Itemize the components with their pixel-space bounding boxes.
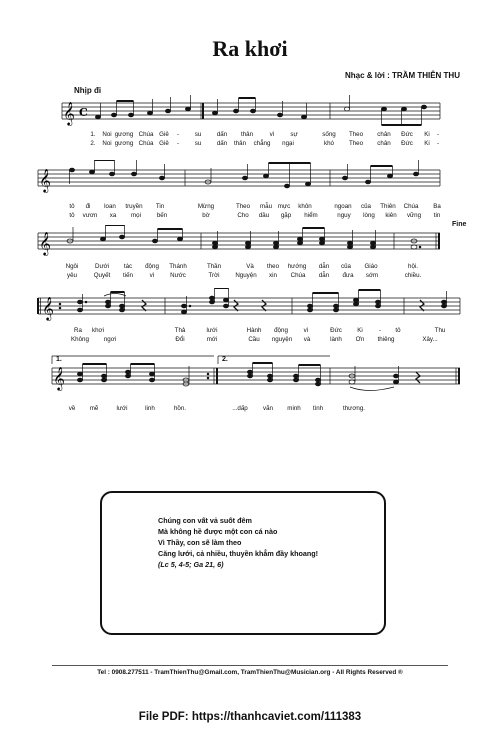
lyric-syllable: mẽ [89, 405, 99, 412]
pdf-link[interactable]: File PDF: https://thanhcaviet.com/111383 [138, 711, 362, 723]
volta-first-ending: 1. [56, 356, 62, 363]
song-title: Ra khơi [212, 36, 288, 61]
lyric-syllable: tô [395, 327, 401, 334]
lyric-syllable: thương. [343, 405, 365, 412]
lyric-syllable: và [303, 336, 311, 343]
lyric-syllable: xin [269, 272, 277, 279]
lyric-syllable: - [378, 327, 382, 334]
scripture-reference: (Lc 5, 4-5; Ga 21, 6) [158, 560, 224, 569]
lyric-syllable: tình [312, 405, 324, 412]
lyric-syllable: Ơn [355, 336, 365, 343]
lyric-syllable: 2. [90, 140, 96, 147]
lyric-syllable: ...dấp [232, 405, 248, 412]
lyric-syllable: sớm [365, 272, 379, 279]
lyric-syllable: Đức [401, 131, 413, 138]
lyric-line-3a [0, 262, 500, 271]
lyric-syllable: vững [406, 212, 422, 219]
lyric-syllable: Theo [348, 140, 364, 147]
lyric-syllable: nguy [337, 212, 351, 219]
lyric-syllable: chân [377, 131, 391, 138]
lyric-syllable: sống [322, 131, 336, 138]
lyric-syllable: dấn [216, 131, 228, 138]
scripture-poem [158, 515, 318, 570]
lyric-syllable: su [194, 140, 202, 147]
lyric-syllable: khó [324, 140, 334, 147]
lyric-syllable: đưa [342, 272, 354, 279]
fine-marking: Fine [452, 221, 467, 228]
lyric-syllable: Cho [237, 212, 249, 219]
lyric-syllable: Hành [246, 327, 262, 334]
lyric-syllable: Tin [155, 203, 165, 210]
footer-divider [52, 665, 448, 666]
staff-2 [0, 160, 500, 200]
lyric-syllable: động [145, 263, 159, 270]
lyric-syllable: Xây... [422, 336, 438, 343]
lyric-syllable: của [341, 263, 351, 270]
lyric-syllable: Thiên [380, 203, 396, 210]
lyric-line-2b [0, 211, 500, 220]
treble-clef: 𝄞 [42, 296, 54, 320]
lyric-syllable: Ba [433, 203, 441, 210]
lyric-syllable: truyền [125, 203, 143, 210]
common-time: C [79, 106, 88, 119]
lyric-syllable: hội. [408, 263, 418, 270]
lyric-syllable: dầu [258, 212, 270, 219]
lyric-syllable: nguyện [271, 336, 293, 343]
lyric-syllable: dấn [216, 140, 228, 147]
lyric-syllable: hồn. [173, 405, 187, 412]
lyric-line-3b [0, 271, 500, 280]
lyric-syllable: yêu [67, 272, 77, 279]
lyric-syllable: loan [104, 203, 116, 210]
lyric-syllable: Quyết [93, 272, 111, 279]
lyric-syllable: mẫu [259, 203, 273, 210]
lyric-syllable: linh [145, 405, 155, 412]
lyric-syllable: Giê [159, 131, 169, 138]
lyric-syllable: vì [303, 327, 309, 334]
lyric-syllable: lưới [206, 327, 218, 334]
lyric-syllable: Và [246, 263, 254, 270]
lyric-syllable: minh [287, 405, 301, 412]
lyric-syllable: hướng [287, 263, 307, 270]
lyric-syllable: bờ [202, 212, 210, 219]
lyric-syllable: 1. [90, 131, 96, 138]
lyric-syllable: vươn [82, 212, 98, 219]
footer-contact: Tel : 0908.277511 - TramThienThu@Gmail.com, TramThienThu@Musician.org - All Rights Reserved ® [97, 669, 403, 676]
lyric-syllable: chân [377, 140, 391, 147]
lyric-syllable: - [436, 131, 440, 138]
lyric-syllable: về [68, 405, 76, 412]
lyric-syllable: ngoan [334, 203, 352, 210]
lyric-syllable: mọi [131, 212, 141, 219]
lyric-syllable: kiên [385, 212, 397, 219]
lyric-syllable: mới [206, 336, 218, 343]
lyric-syllable: Đức [401, 140, 413, 147]
lyric-syllable: sự [290, 131, 298, 138]
lyric-syllable: chẳng [253, 140, 271, 147]
lyric-syllable: Giê [159, 140, 169, 147]
lyric-syllable: tô [69, 203, 75, 210]
lyric-syllable: Ngôi [65, 263, 79, 270]
lyric-syllable: ngại [282, 140, 294, 147]
composer-credit: Nhạc & lời : TRẦM THIÊN THU [344, 71, 460, 80]
lyric-syllable: Theo [235, 203, 251, 210]
lyric-syllable: Chúa [138, 140, 154, 147]
lyric-syllable: hiểm [304, 212, 318, 219]
lyric-syllable: lưới [116, 405, 128, 412]
poem-line-2: Mà không hề được một con cá nào [158, 527, 278, 536]
lyric-syllable: vãn [263, 405, 273, 412]
lyric-syllable: Noi [102, 131, 112, 138]
staff-1 [0, 95, 500, 135]
lyric-line-5 [0, 404, 500, 413]
lyric-line-1b [0, 139, 500, 148]
lyric-syllable: Trời [208, 272, 220, 279]
lyric-syllable: Thả [174, 327, 186, 334]
lyric-syllable: Dưới [94, 263, 110, 270]
lyric-syllable: - [176, 140, 180, 147]
lyric-syllable: theo [266, 263, 280, 270]
lyric-syllable: Ki [357, 327, 363, 334]
lyric-syllable: tiến [123, 272, 133, 279]
lyric-syllable: Đức [330, 327, 342, 334]
treble-clef: 𝄞 [39, 168, 51, 192]
lyric-line-4a [0, 326, 500, 335]
lyric-syllable: dẫn [318, 272, 330, 279]
lyric-line-4b [0, 335, 500, 344]
lyric-syllable: lòng [363, 212, 375, 219]
lyric-syllable: - [436, 140, 440, 147]
lyric-syllable: ngơi [103, 336, 117, 343]
lyric-syllable: xa [109, 212, 117, 219]
lyric-syllable: tô [69, 212, 75, 219]
volta-second-ending: 2. [222, 356, 228, 363]
poem-line-4: Căng lưới, cả nhiều, thuyền khẳm đầy khoang! [158, 549, 319, 558]
lyric-syllable: Ki [424, 140, 430, 147]
lyric-syllable: Chúa [138, 131, 154, 138]
lyric-syllable: Thần [206, 263, 222, 270]
lyric-syllable: Noi [102, 140, 112, 147]
lyric-syllable: Nguyện [235, 272, 257, 279]
lyric-line-1a [0, 130, 500, 139]
lyric-syllable: của [361, 203, 371, 210]
lyric-syllable: Thu [434, 327, 446, 334]
lyric-syllable: gương [114, 131, 134, 138]
lyric-syllable: khôn [298, 203, 312, 210]
staff-5 [0, 352, 500, 398]
lyric-syllable: su [194, 131, 202, 138]
lyric-syllable: - [176, 131, 180, 138]
lyric-syllable: Cầu [248, 336, 260, 343]
lyric-syllable: khơi [92, 327, 104, 334]
lyric-syllable: vì [269, 131, 275, 138]
lyric-syllable: lành [330, 336, 342, 343]
lyric-syllable: Theo [348, 131, 364, 138]
lyric-syllable: tác [123, 263, 133, 270]
lyric-syllable: gặp [280, 212, 292, 219]
lyric-syllable: bến [156, 212, 168, 219]
lyric-syllable: Ra [74, 327, 82, 334]
lyric-syllable: Mừng [197, 203, 215, 210]
lyric-syllable: Chúa [290, 272, 306, 279]
lyric-syllable: Ki [424, 131, 430, 138]
lyric-line-2a [0, 202, 500, 211]
lyric-syllable: Thánh [169, 263, 187, 270]
treble-clef: 𝄞 [63, 101, 75, 125]
lyric-syllable: động [274, 327, 288, 334]
lyric-syllable: Chúa [403, 203, 419, 210]
lyric-syllable: vì [149, 272, 155, 279]
lyric-syllable: thân [240, 131, 254, 138]
poem-line-3: Vì Thầy, con sẽ làm theo [158, 538, 242, 547]
treble-clef: 𝄞 [39, 231, 51, 255]
lyric-syllable: mực [277, 203, 291, 210]
lyric-syllable: gương [114, 140, 134, 147]
lyric-syllable: Không [71, 336, 89, 343]
lyric-syllable: tin [433, 212, 441, 219]
lyric-syllable: chiều. [404, 272, 422, 279]
lyric-syllable: đi [85, 203, 91, 210]
lyric-syllable: Giáo [364, 263, 378, 270]
tempo-marking: Nhịp đi [74, 86, 102, 95]
staff-4 [0, 288, 500, 330]
staff-3 [0, 225, 500, 265]
lyric-syllable: dẫn [318, 263, 330, 270]
scripture-box [100, 491, 386, 635]
lyric-syllable: Nước [170, 272, 186, 279]
lyric-syllable: thân [233, 140, 247, 147]
treble-clef: 𝄞 [53, 366, 65, 390]
lyric-syllable: Đổi [175, 336, 185, 343]
poem-line-1: Chúng con vất vả suốt đêm [158, 516, 252, 525]
lyric-syllable: thiêng [377, 336, 395, 343]
